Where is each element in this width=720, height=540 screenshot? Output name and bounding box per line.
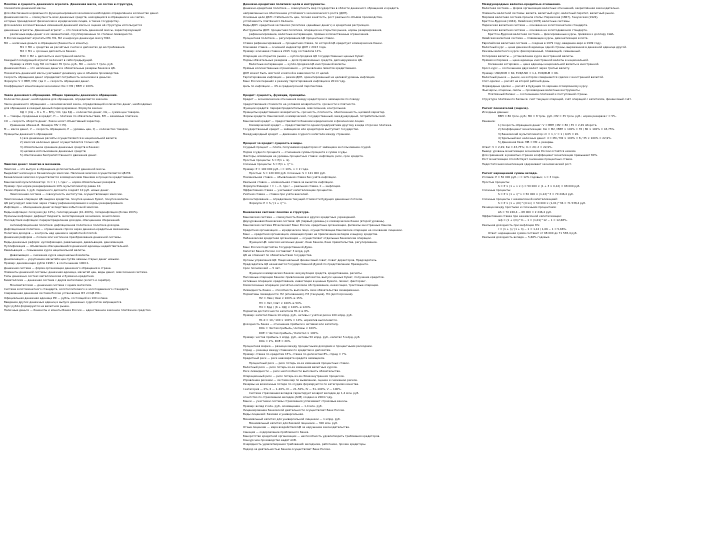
text-line: 5) обеспечение беспрепятственного движения денег. — [20, 153, 98, 158]
section-heading: Процент за кредит: сущность и виды. — [243, 140, 303, 145]
section-heading: Эмиссия денег: понятие и механизм. — [4, 162, 62, 167]
text-line: Банки — участники системы страхования уплачивают страховые взносы. — [243, 399, 349, 404]
text-line: М0 — наличные деньги в обращении (банкноты и монеты). — [4, 40, 89, 45]
text-line: ΔS = 70 246,4 − 68 000 = 2 246,4 руб. — [498, 209, 552, 214]
text-line: Пример: при норме резервирования 10% мультипликатор равен 10. — [4, 183, 102, 188]
section-heading: Кредит: сущность, функции, принципы. — [243, 92, 306, 97]
text-line: Деноминация — укрупнение масштаба цен путём замены старых денег новыми. — [4, 256, 120, 261]
text-line: Эффективная ставка при ежемесячной капитализации: — [482, 213, 562, 218]
text-line: Монометаллизм — денежная система с одним металлом. — [10, 282, 93, 287]
text-line: 2) эмиссия наличных денег осуществляется только ЦБ; — [20, 140, 100, 145]
text-line: Нормы обязательных резервов — доля привлечённых средств, депонируемая в ЦБ. — [243, 57, 363, 62]
text-line: Нуллификация — объявление обесценившейся денежной единицы недействительной. — [4, 244, 129, 249]
text-line: Показатель денежной массы учитывает динамику цен и объёмов производства. — [4, 70, 120, 75]
text-line: Функции коммерческих банков: аккумуляция средств, кредитование, расчёты. — [249, 270, 363, 275]
text-line: Функции ЦБ: эмиссия наличных денег, банк банков, банк правительства, регулирование. — [249, 240, 378, 245]
text-line: Таргетирование инфляции — режим ДКП, ориентированный на целевой уровень инфляции. — [243, 75, 376, 80]
text-line: Инфляция — обесценение денег вследствие избыточной эмиссии. — [4, 205, 99, 210]
text-line: Денежная масса — совокупность всех денежных средств, находящихся в обращении и на счетах, — [4, 14, 145, 19]
text-line: Формы кредита: банковский, коммерческий, государственный, международный, потребительский. — [243, 114, 386, 119]
right-text-column — [482, 2, 710, 538]
text-line: I категория — 0%, II — 1–20%, III — 21–50%, IV — 51–100%, V — 100%. — [243, 386, 342, 391]
text-line: устойчивость платёжного баланса. — [243, 19, 294, 24]
text-line: Кредитная организация — юридическое лицо, осуществляющее банковские операции на основании лицензии. — [243, 227, 403, 232]
text-line: Н2 = Лам / Овм × 100% ≥ 15%. — [259, 296, 304, 301]
text-line: Денежная система — форма организации денежного обращения в стране. — [4, 265, 112, 270]
text-line: Активные операции: кредитование, инвестиции в ценные бумаги, лизинг, факторинг. — [243, 279, 367, 284]
section-heading: Банковская система: понятие и структура. — [243, 210, 310, 215]
text-line: Структура платёжного баланса: счёт текущих операций, счёт операций с капиталом, финансовый счёт. — [482, 96, 632, 101]
text-line: Банк России подотчётен Государственной Думе. — [243, 244, 313, 249]
text-line: Таким образом, 1 руб. первичного депозита создаёт 10 руб. новых денег. — [4, 188, 110, 193]
text-line: Операции на открытом рынке — купля-продажа ЦБ государственных ценных бумаг. — [243, 53, 365, 58]
text-line: Пример: чистая прибыль 1 млрд. руб., активы 50 млрд. руб., капитал 5 млрд. руб. — [243, 334, 361, 339]
section-heading: Международные валютно-кредитные отношения. — [482, 2, 561, 6]
text-line: Функции кредита: перераспределительная, эмиссионная, контрольная. — [243, 105, 347, 110]
paragraph — [482, 2, 710, 101]
text-line: Принципы денежного обращения: — [4, 131, 54, 136]
text-line: Безналичная эмиссия осуществляется коммерческими банками в процессе кредитования. — [4, 175, 134, 180]
text-line: СО — скорость оборота денег. Закон носит объективный характер. — [4, 118, 101, 123]
text-line: Пример: вклад 2 млн. руб., возмещение — 1,4 млн. руб. — [243, 403, 323, 408]
text-line: S = P × (1 + i/m)^(m×n) = 50 000 × (1,01)^36 = 71 538,4 руб. — [498, 201, 586, 206]
text-line: В России выделяют агрегаты М0, М1, М2 и широкую денежную массу М2Х. — [4, 36, 111, 41]
paragraph — [482, 171, 710, 240]
text-line: Агентство по страхованию вкладов (АСВ) создано в 2004 году. — [243, 395, 333, 400]
text-line: Кредитный риск — риск невозврата кредита заёмщиком. — [243, 356, 326, 361]
text-line: Виды лицензий: базовая и универсальная. — [243, 412, 304, 417]
text-line: Политика доходов — контроль над ценами и заработной платой. — [4, 231, 98, 236]
text-line: Платёжный баланс — соотношение платежей и поступлений страны. — [488, 92, 588, 97]
text-line: Ликвидность банка — способность выполнять свои обязательства своевременно. — [243, 287, 360, 292]
text-line: Разница между простыми и сложными процентами: — [482, 205, 557, 210]
text-line: Процентный риск — риск потерь из-за изменения процентных ставок. — [249, 360, 350, 365]
text-line: Реальная доходность при инфляции 6%: — [482, 222, 541, 227]
text-line: Дисконтирование — определение текущей стоимости будущих денежных потоков. — [243, 196, 363, 201]
text-line: Бреттон-Вудская (1944), Ямайская (1976) валютные системы. — [482, 19, 571, 24]
text-line: Простые: S = 120 000 руб. Сложные: S = 121 000 руб. — [249, 170, 326, 175]
text-line: Срок полномочий — 5 лет. — [243, 266, 281, 271]
text-line: ДКП может быть жёсткой и мягкой в зависимости от целей. — [243, 70, 330, 75]
text-line: Пример: ставка по кредитам 15%, ставка по депозитам 8%, спред = 7%. — [243, 352, 347, 357]
text-line: Формула: P = S / (1 + i)^n. — [249, 201, 287, 206]
paragraph — [4, 93, 232, 157]
text-line: Конкурсное производство ведёт АСВ. — [243, 438, 297, 443]
text-line: Валютные интервенции — купля-продажа ЦБ иностранной валюты. — [249, 62, 347, 67]
text-line: Процентная политика — регулирование ЦБ процентных ставок. — [243, 36, 335, 41]
text-line: Формула Фишера: r = i − π, где r — реальная ставка, π — инфляция. — [243, 183, 341, 188]
text-line: iэф = (1 + i/m)^m − 1 = (1,01)^12 − 1 = 12,68%. — [498, 218, 568, 223]
text-line: Сложные проценты с ежемесячной капитализацией: — [482, 196, 558, 201]
text-line: Банкротство кредитной организации — неспособность удовлетворить требования кредиторов. — [243, 433, 381, 438]
text-line: рефинансирование, валютные интервенции, прямые количественные ограничения. — [249, 32, 370, 37]
text-line: Сложные проценты: S = P(1 + i)^n. — [243, 162, 294, 167]
text-line: Банковский мультипликатор: m = 1 / r, где r — норма обязательных резервов. — [4, 179, 117, 184]
text-line: ЦБ регулирует эмиссию через ставку рефинансирования и нормы резервирования. — [4, 201, 124, 206]
text-line: Цель по инфляции — 4% в среднесрочной перспективе. — [243, 83, 324, 88]
text-line: Резервы на возможные потери по ссудам формируются по категориям качества. — [243, 382, 360, 387]
section-heading: Понятие и сущность денежного агрегата. Денежная масса, её состав и структура, — [4, 2, 134, 6]
text-line: Отзыв лицензии — мера воздействия ЦБ за нарушение законодательства. — [243, 425, 350, 430]
text-line: Европейская валютная система — создана в 1979 году, введение евро в 1999 году. — [482, 40, 602, 45]
text-line: Международный кредит — движение ссудного капитала между странами. — [243, 131, 351, 136]
text-line: Уравнение обмена И. Фишера: MV = PQ. — [10, 123, 67, 128]
text-line: Лицензирование банковской деятельности осуществляет Банк России. — [243, 408, 345, 413]
text-line: Эффективная ставка — учитывает капитализацию процентов. — [243, 188, 333, 193]
text-line: Банк — кредитная организация, имеющая право на привлечение вкладов и выдачу кредитов. — [243, 231, 378, 236]
paragraph — [243, 93, 471, 136]
text-line: Генуэзская валютная система — основана на золотодевизном стандарте. — [482, 27, 588, 32]
paragraph — [243, 2, 471, 88]
text-line: различные виды денег и их заменителей, сгруппированные по степени ликвидности. — [10, 32, 133, 37]
text-line: Принципы кредитования: возвратность, срочность, платность, обеспеченность, целевой характер. — [243, 110, 386, 115]
text-line: Н1.0 = 10 / 100 × 100% = 10%, норматив выполняется. — [259, 317, 338, 322]
text-line: ROA = 2%, ROE = 20%. — [259, 339, 292, 344]
text-line: Эмиссионные операции ЦБ: выдача кредитов, покупка ценных бумаг, покупка валюты. — [4, 196, 130, 201]
text-line: Решение: — [482, 118, 496, 123]
text-line: 3) Банковский мультипликатор: m = 1 / r = 1 / 0,05 = 20. — [498, 131, 580, 136]
text-line: ROA = Чистая прибыль / Активы × 100%. — [259, 326, 318, 331]
text-line: Основные цели ДКП: стабильность цен, полная занятость, рост реального объёма производства, — [243, 14, 383, 19]
text-line: Комиссионные операции: расчётно-кассовое обслуживание, инкассация, трастовые операции. — [243, 283, 379, 288]
text-line: Управление рисками — система мер по выявлению, оценке и снижению рисков. — [243, 377, 358, 382]
text-line: Биметаллизм — денежная система с двумя металлами (золото и серебро). — [4, 278, 112, 283]
text-line: денежные агрегаты. Денежный агрегат — это показатель денежной массы, характеризующий — [4, 27, 141, 32]
text-line: Инструменты ДКП: процентная политика, операции на открытом рынке, нормы резервирования, — [243, 27, 383, 32]
text-line: Риск ликвидности — риск неспособности выполнить обязательства. — [243, 369, 341, 374]
text-line: Спот-сделки — расчёт на второй рабочий день. — [482, 79, 551, 84]
text-line: Государственный кредит — заёмщиком или кредитором выступает государство. — [243, 127, 360, 132]
text-line: Прямая котировка — цена единицы иностранной валюты в национальной. — [482, 57, 589, 62]
text-line: К — товары, проданные в кредит, П — платежи по обязательствам, ВП — взаимные платежи, — [4, 114, 139, 119]
text-line: Коммерческий кредит — предоставляется одним предприятием другому в виде отсрочки платежа. — [249, 123, 393, 128]
section-heading: Расчёт наращенной суммы вклада. — [482, 170, 538, 175]
text-line: Органы управления ЦБ: Национальный финансовый совет, Совет директоров, Председатель. — [243, 257, 378, 262]
text-line: Норма ссудного процента — отношение суммы процента к сумме ссуды. — [243, 149, 348, 154]
text-line: Председатель ЦБ назначается Государственной Думой по представлению Президента. — [243, 261, 369, 266]
paragraph — [4, 162, 232, 312]
text-line: Пример: USD/RUB = 60, EUR/USD = 1,1, EUR/RUB = 66. — [482, 70, 559, 75]
text-line: Денежная реформа — полное или частичное преобразование денежной системы. — [4, 235, 122, 240]
text-line: Ставка рефинансирования — процентная ставка, по которой ЦБ кредитует коммерческие банки. — [243, 40, 383, 45]
text-line: Банк России перешёл к режиму таргетирования инфляции в 2014 году. — [243, 79, 346, 84]
text-line: Ответ: V = 2,29; Км = 43,75%; m = 20; d = 22,9%. — [482, 144, 553, 149]
text-line: 1) все денежные расчёты осуществляются в национальной валюте; — [20, 135, 118, 140]
text-line: Современная денежная система России установлена ФЗ «О ЦБ РФ». — [4, 291, 102, 296]
text-line: для обращения в каждый данный период времени. Формула закона: — [4, 105, 103, 110]
text-line: Фьючерсы, опционы, свопы — производные валютные инструменты. — [482, 87, 581, 92]
text-line: ROE = Чистая прибыль / Капитал × 100%. — [259, 330, 319, 335]
text-line: Банковский кредит — предоставляется банками юридическим и физическим лицам. — [243, 118, 365, 123]
text-line: Минимальный капитал для базовой лицензии — 300 млн. руб. — [249, 420, 338, 425]
text-line: Простые проценты: S = P(1 + ni). — [243, 158, 291, 163]
text-line: Спред — разница между ставками по кредитам и депозитам. — [243, 347, 332, 352]
text-line: Форвардные сделки — расчёт в будущем по заранее оговорённому курсу. — [482, 83, 589, 88]
text-line: направленных на обеспечение устойчивого экономического роста (ДКП). — [243, 10, 349, 15]
text-line: ВВП = 80 трлн. руб.; М0 = 8 трлн. руб.; М2 = 35 трлн. руб.; норма резервов r = 5%. — [498, 114, 617, 119]
text-line: Валютный риск — риск потерь из-за изменения валютных курсов. — [243, 365, 338, 370]
text-line: Антиинфляционная политика: дефляционная политика и политика доходов. — [10, 222, 120, 227]
text-line: Двухуровневая банковская система: ЦБ (первый уровень) и коммерческие банки (второй уровень). — [243, 218, 386, 223]
text-line: показатели денежной массы. — [4, 6, 47, 11]
text-line: Кросс-курс — соотношение двух валют через третью валюту. — [482, 66, 571, 71]
text-line: Система золотомонетного стандарта, золотослиткового и золотодевизного стандарта. — [4, 287, 130, 291]
text-line: 2) Коэффициент монетизации: Км = М2 / ВВП × 100% = 35 / 80 × 100% = 43,75%. — [498, 127, 615, 132]
text-line: Норматив достаточности капитала Н1.0 ≥ 8%. — [243, 309, 310, 314]
text-line: Процентная маржа — разница между процентными доходами и процентными расходами. — [243, 343, 373, 348]
text-line: Эмиссионная система — совокупность институтов, осуществляющих эмиссию. — [10, 192, 123, 197]
text-line: Валютный рынок — рынок, на котором совершаются сделки с иностранной валютой. — [482, 75, 604, 80]
text-line: Скорость обращения денег определяет потребность экономики в деньгах. — [4, 75, 112, 80]
text-line: Пример: деноминация рубля 1998 г. в соотношении 1000:1. — [4, 261, 90, 266]
text-line: Ревальвация — повышение курса национальной валюты. — [4, 248, 86, 253]
text-line: Валютный курс — цена денежной единицы одной страны, выраженная в денежной единице другой. — [482, 44, 627, 49]
paragraph — [482, 106, 710, 166]
text-line: Ссудный процент — плата, получаемая кредитором от заёмщика за пользование ссудой. — [243, 145, 372, 150]
text-line: Наличные деньги — банкноты и монеты Банка России — единственное законное платёжное средство. — [4, 308, 152, 313]
text-line: Банковская система РФ включает Банк России, кредитные организации, филиалы иностранных банков. — [243, 223, 392, 228]
text-line: Пример: в 2015 году М2 составил 35 трлн. руб., М0 — около 7 трлн. руб. — [10, 62, 114, 67]
text-line: Девальвация — снижение курса национальной валюты. — [10, 252, 91, 257]
text-line: Реальная ставка — номинальная ставка за вычетом инфляции. — [243, 179, 334, 184]
text-line: М2Х = М2 + депозиты в иностранной валюте. — [20, 53, 86, 58]
text-line: Небанковская кредитная организация — осуществляет отдельные банковские операции. — [243, 236, 372, 241]
text-line: Исходные данные: — [482, 110, 509, 115]
text-line: Элементы валютной системы: валюта, валютный курс, валютный паритет, валютный рынок. — [482, 10, 615, 15]
text-line: S = P × (1 + i)^n = 50 000 × (1,12)^3 = 70 246,4 руб. — [498, 192, 574, 197]
text-line: Причины инфляции: дефицит бюджета, милитаризация экономики, монополизм. — [4, 213, 121, 218]
text-line: Виды денежных реформ: нуллификация, ревальвация, девальвация, деноминация. — [4, 239, 124, 244]
text-line: Ответ: наращенная сумма составит от 68 000 до 71 538,4 руб. — [488, 231, 578, 236]
text-line: Элементы денежной системы: денежная единица, масштаб цен, виды денег, эмиссионная система. — [4, 269, 148, 274]
text-line: 3) обязательное хранение денежных средств в банках; — [20, 144, 100, 149]
section-heading: Денежно-кредитная политика: цели и инструменты. — [243, 2, 326, 6]
text-line: Коэффициент монетизации экономики: Км = М2 / ВВП × 100%. — [4, 83, 95, 88]
text-line: ЦБ не отвечает по обязательствам государства. — [243, 253, 313, 258]
left-text-column — [4, 2, 232, 538]
text-line: Ключевая ставка — основной индикатор ДКП с 2013 года. — [243, 44, 327, 49]
text-line: Косвенная котировка — цена единицы национальной валюты в иностранной. — [488, 62, 600, 67]
text-line: Условие: P = 50 000 руб.; i = 12% годовых; n = 3 года. — [482, 175, 560, 180]
text-line: Эмиссия — это выпуск в обращение дополнительной денежной массы. — [4, 166, 106, 171]
text-line: Простые проценты: — [482, 179, 510, 184]
text-line: Количество денег, необходимое для обращения, определяется законом. — [4, 97, 109, 102]
text-line: Для анализа количественных изменений денежной массы и оценки её структуры используются — [4, 23, 142, 28]
text-line: Парижская валютная система — основана на золотомонетном стандарте. — [482, 23, 588, 28]
text-line: Н3 = Лат / Овт × 100% ≥ 50%. — [259, 300, 303, 305]
text-line: Доходность банка — отношение прибыли к активам или капиталу. — [243, 322, 339, 327]
text-line: Н4 = Крд / (К + ОД) × 100% ≤ 120%. — [259, 304, 312, 309]
text-line: Банковская система — совокупность банков и других кредитных учреждений. — [243, 214, 356, 219]
paragraph — [243, 210, 471, 451]
section-heading: Закон денежного обращения. Общие принципы денежного обращения. — [4, 92, 118, 97]
text-line: Денежно-кредитная политика — совокупность мер государства в области денежного обращения и кредита, — [243, 6, 400, 11]
text-line: Мировая валютная система прошла этапы: Парижская (1867), Генуэзская (1922), — [482, 14, 599, 19]
text-line: Номинальная ставка — объявленная ставка без учёта инфляции. — [243, 175, 337, 180]
text-line: Пассивные операции банков: привлечение депозитов, выпуск ценных бумаг, получение кредитов. — [243, 274, 385, 279]
text-line: Виды ДКП: кредитная экспансия (политика «дешёвых денег») и кредитная рестрикция. — [243, 23, 370, 28]
text-line: 4) целевое использование денежных средств; — [20, 148, 87, 153]
text-line: Сложные проценты: — [482, 188, 511, 193]
text-line: Каждый последующий агрегат включает в себя предыдущий. — [4, 57, 93, 62]
text-line: Пример: капитал банка 10 млрд. руб., активы с учётом риска 100 млрд. руб. — [243, 313, 353, 318]
text-line: Прямые количественные ограничения — установление лимитов кредитования. — [243, 66, 357, 71]
text-line: Типы денежных систем: металлическая и бумажно-кредитная. — [4, 274, 95, 279]
text-line: Учётная ставка — ставка при учёте векселей. — [243, 192, 309, 197]
text-line: Вывод: уровень монетизации экономики России остаётся низким. — [482, 148, 577, 153]
text-line: Режимы валютного курса: фиксированный, плавающий, смешанный. — [482, 49, 581, 54]
text-line: Закон денежного обращения — экономический закон, определяющий количество денег, необходимых — [4, 101, 152, 106]
text-line: r = (1 + i) / (1 + π) − 1 = 1,12 / 1,06 − 1 = 5,66%. — [498, 226, 567, 231]
text-line: Реальная доходность вклада — 5,66% годовых. — [482, 235, 551, 240]
text-line: Операционный риск — риск потерь из-за сбоев внутренних процессов. — [243, 373, 345, 378]
text-line: Система страхования вкладов гарантирует возврат вкладов до 1,4 млн. руб. — [249, 390, 360, 395]
text-line: Нормативы ликвидности: Н2 (мгновенная), Н3 (текущая), Н4 (долгосрочная). — [243, 292, 354, 296]
text-line: Валютная система — форма организации валютных отношений, закреплённая законодательно. — [482, 6, 620, 11]
text-line: Очерёдность удовлетворения требований: вкладчики, работники, прочие кредиторы. — [243, 442, 367, 447]
paragraph — [243, 141, 471, 205]
text-line: Выделяют наличную и безналичную эмиссию. Наличная эмиссия осуществляется ЦБ РФ. — [4, 170, 132, 175]
text-line: Ямайская валютная система — плавающие курсы, демонетизация золота. — [482, 36, 589, 41]
text-line: Последствия инфляции: перераспределение доходов, обесценение сбережений. — [4, 218, 121, 223]
text-line: Санация — оздоровление проблемного банка. — [243, 429, 310, 434]
text-line: Кредит — экономические отношения между кредитором и заёмщиком по поводу — [243, 97, 360, 102]
text-line: Пример: ключевая ставка в 2015 году составляла 11%. — [243, 49, 322, 54]
text-line: Факторы, влияющие на уровень процентных ставок: инфляция, риск, срок кредита. — [243, 153, 364, 158]
text-line: КД = (СЦ − К + П − ВП) / СО, где КД — количество денег, СЦ — сумма цен товаров, — [20, 110, 140, 115]
text-line: которые принадлежат физическим и юридическим лицам, а также государству. — [4, 19, 120, 24]
text-line: Формула: V = ВВП / М2, где V — скорость обращения денег. — [4, 79, 90, 84]
middle-text-column — [243, 2, 471, 538]
text-line: Бреттон-Вудская валютная система — фиксированные курсы, привязка к доллару США. — [488, 32, 615, 37]
text-line: 5) Денежная база: МВ = М0 + резервы. — [498, 140, 555, 145]
text-line: Для сравнения: в развитых странах коэффициент монетизации превышает 80%. — [482, 153, 598, 158]
text-line: М1 = М0 + средства на расчётных счетах и депозитах до востребования. — [20, 44, 126, 49]
text-line: Денежная база — это наличные деньги и обязательные резервы банков в ЦБ. — [4, 66, 116, 71]
text-line: Недостаточная монетизация сдерживает экономический рост. — [482, 161, 573, 166]
text-line: М2 = М1 + срочные депозиты в банках. — [20, 49, 77, 54]
text-line: Надзор за деятельностью банков осуществляет Банк России. — [243, 446, 331, 451]
text-line: Курс рубля формируется на валютном рынке. — [4, 304, 70, 309]
text-line: Минимальный капитал для универсальной лицензии — 1 млрд. руб. — [243, 416, 341, 421]
text-line: S = P × (1 + n × i) = 50 000 × (1 + 3 × 0,12) = 68 000 руб. — [498, 183, 581, 188]
text-line: Введение других денежных единиц и выпуск денежных суррогатов запрещается. — [4, 299, 123, 304]
text-line: 4) Удельный вес наличных денег: d = М0 / М2 × 100% = 8 / 35 × 100% = 22,9%. — [498, 135, 612, 140]
text-line: Котировка валюты — установление курса иностранной валюты. — [482, 53, 574, 58]
text-line: Пример: P = 100 000 руб., i = 10%, n = 2 года. — [243, 166, 309, 171]
text-line: Виды инфляции: ползучая (до 10%), галопирующая (10–200%), гиперинфляция (более 200%). — [4, 209, 139, 214]
text-line: предоставления стоимости на условиях возвратности, срочности и платности. — [243, 101, 356, 106]
paragraph — [4, 2, 232, 88]
text-line: 1) Скорость обращения денег: V = ВВП / М2 = 80 / 35 = 2,29 оборота. — [498, 123, 598, 128]
text-line: Официальная денежная единица РФ — рубль, состоящий из 100 копеек. — [4, 295, 109, 300]
text-line: Дефляционная политика — ограничение спроса через денежно-кредитные механизмы. — [4, 226, 130, 231]
text-line: Для обеспечения нормального функционирования экономики необходимо определённое количество денег. — [4, 10, 160, 15]
text-line: M — масса денег, V — скорость обращения, P — уровень цен, Q — количество товаров. — [4, 127, 129, 132]
text-line: Капитал Банка России составляет 3 млрд. руб. — [243, 249, 310, 254]
section-heading: Расчёт показателей (задача). — [482, 105, 529, 110]
text-line: Рост монетизации способствует снижению процентных ставок. — [482, 157, 574, 162]
